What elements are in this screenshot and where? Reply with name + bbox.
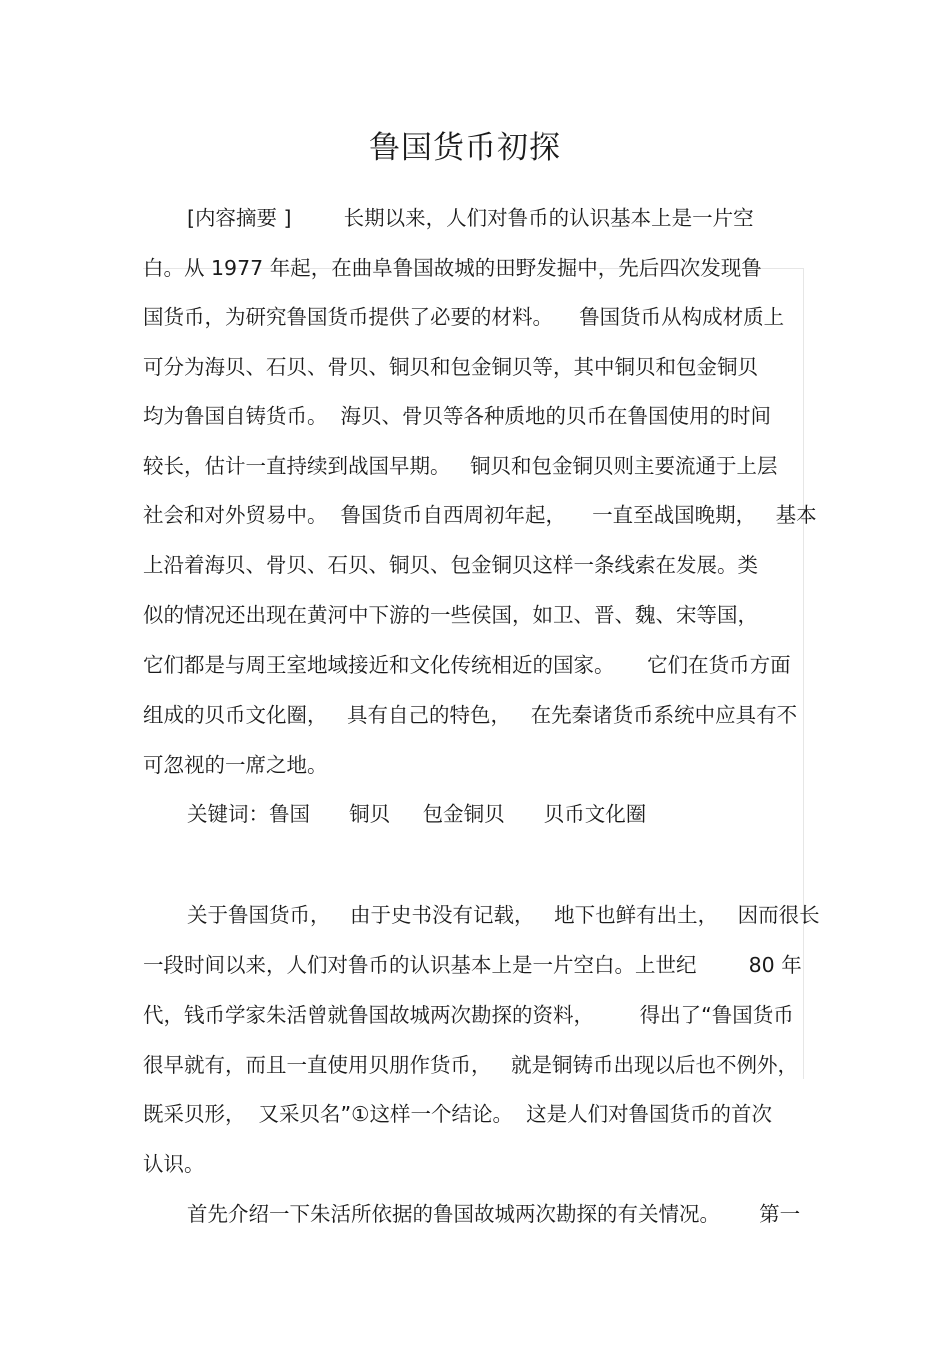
abstract-line: 社会和对外贸易中。 鲁国货币自西周初年起， 一直至战国晚期， 基本: [143, 503, 817, 527]
abstract-line: 上沿着海贝、骨贝、石贝、铜贝、包金铜贝这样一条线索在发展。类: [143, 553, 758, 577]
body-line: 既采贝形， 又采贝名”①这样一个结论。 这是人们对鲁国货币的首次: [143, 1102, 773, 1126]
keywords-line: 关键词：鲁国 铜贝 包金铜贝 贝币文化圈: [187, 802, 647, 826]
abstract-first-line: [187, 203, 803, 233]
body-line: 认识。: [143, 1152, 205, 1176]
abstract-line: 似的情况还出现在黄河中下游的一些侯国，如卫、晋、魏、宋等国，: [143, 603, 758, 627]
body-line: 首先介绍一下朱活所依据的鲁国故城两次勘探的有关情况。 第一: [187, 1202, 801, 1226]
abstract-line: 组成的贝币文化圈， 具有自己的特色， 在先秦诸货币系统中应具有不: [143, 703, 798, 727]
abstract-line: 国货币，为研究鲁国货币提供了必要的材料。 鲁国货币从构成材质上: [143, 305, 785, 329]
abstract-line: 均为鲁国自铸货币。 海贝、骨贝等各种质地的贝币在鲁国使用的时间: [143, 404, 772, 428]
abstract-line: 长期以来，人们对鲁币的认识基本上是一片空: [343, 206, 754, 230]
body-line: 关于鲁国货币， 由于史书没有记载， 地下也鲜有出土， 因而很长: [187, 903, 820, 927]
body-line: 代，钱币学家朱活曾就鲁国故城两次勘探的资料， 得出了“鲁国货币: [143, 1003, 794, 1027]
abstract-line: 较长，估计一直持续到战国早期。 铜贝和包金铜贝则主要流通于上层: [143, 454, 778, 478]
document-title: 鲁国货币初探: [369, 130, 561, 166]
abstract-line: 可分为海贝、石贝、骨贝、铜贝和包金铜贝等，其中铜贝和包金铜贝: [143, 355, 758, 379]
abstract-line: 可忽视的一席之地。: [143, 753, 328, 777]
body-line: 一段时间以来，人们对鲁币的认识基本上是一片空白。上世纪 80 年: [143, 953, 802, 977]
abstract-label: [内容摘要 ]: [187, 206, 292, 230]
body-line: 很早就有，而且一直使用贝朋作货币， 就是铜铸币出现以后也不例外，: [143, 1053, 799, 1077]
abstract-line: 白。从 1977 年起，在曲阜鲁国故城的田野发掘中，先后四次发现鲁: [143, 256, 762, 280]
abstract-line: 它们都是与周王室地域接近和文化传统相近的国家。 它们在货币方面: [143, 653, 791, 677]
